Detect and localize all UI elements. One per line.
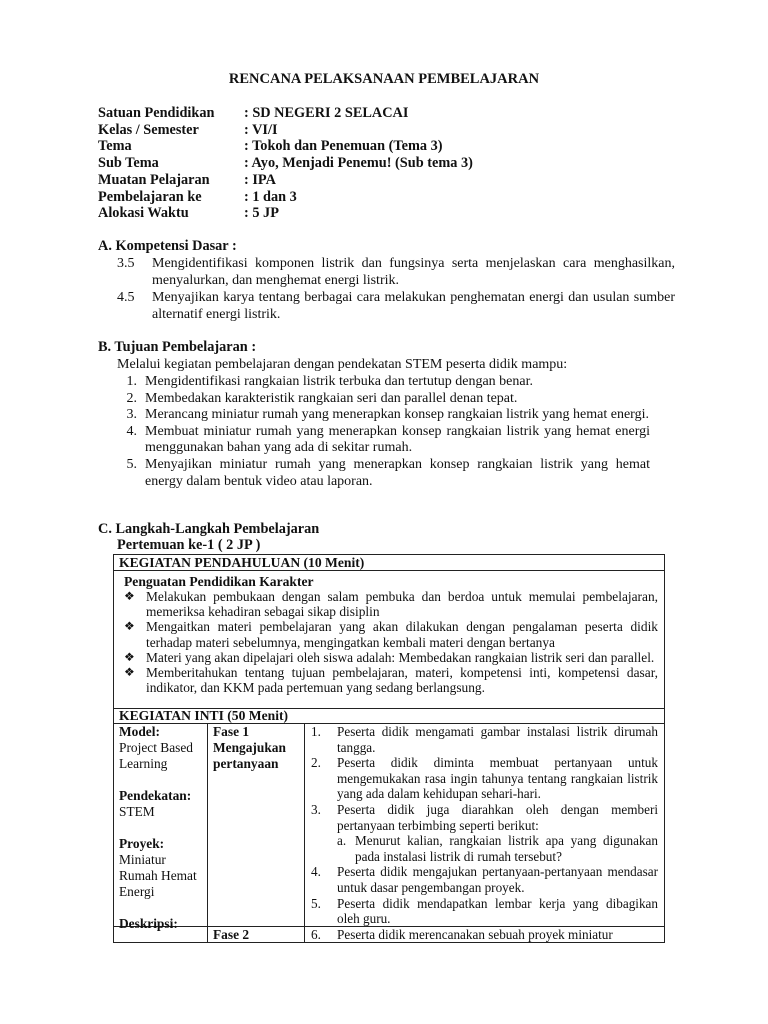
item-text: Peserta didik mendapatkan lembar kerja yang dibagikan oleh guru. [337, 895, 658, 927]
identity-value: : Ayo, Menjadi Penemu! (Sub tema 3) [244, 155, 473, 172]
list-item [311, 833, 658, 864]
item-number: 4. [311, 864, 321, 880]
identity-row [98, 205, 473, 222]
phase-column [208, 724, 305, 926]
phase-2-row [114, 926, 664, 943]
section-a-heading: A. Kompetensi Dasar : [98, 238, 237, 254]
diamond-bullet-icon: ❖ [124, 589, 135, 603]
core-activity-table [113, 708, 665, 943]
core-activity-row [114, 724, 664, 931]
item-number: 4.5 [117, 290, 135, 306]
item-number: 2. [126, 390, 137, 406]
item-text: Mengidentifikasi rangkaian listrik terbuka dan tertutup dengan benar. [145, 374, 533, 389]
list-item [117, 290, 675, 323]
identity-label: Alokasi Waktu [98, 205, 189, 222]
item-text: Mengidentifikasi komponen listrik dan fungsinya serta menjelaskan cara menghasilkan, menyalurkan, dan menghemat energi listrik. [152, 256, 675, 288]
item-number: 1. [126, 374, 137, 389]
project-value: Miniatur Rumah Hemat Energi [119, 852, 197, 899]
item-text: Peserta didik merencanakan sebuah proyek miniatur [337, 927, 613, 942]
identity-row [98, 155, 473, 172]
model-value: Project Based Learning [119, 740, 194, 771]
item-text: Peserta didik mengamati gambar instalasi listrik dirumah tangga. [337, 724, 658, 755]
diamond-bullet-icon: ❖ [124, 649, 135, 664]
identity-value: : IPA [244, 171, 276, 188]
identity-label: Sub Tema [98, 155, 159, 172]
list-item [311, 802, 658, 833]
identity-row [98, 138, 473, 155]
intro-activity-title: KEGIATAN PENDAHULUAN (10 Menit) [114, 555, 664, 571]
meeting-label: Pertemuan ke-1 ( 2 JP ) [117, 537, 261, 553]
list-item [114, 665, 664, 695]
list-item [311, 896, 658, 927]
item-text: Menyajikan karya tentang berbagai cara melakukan penghematan energi dan usulan sumber alternatif energi listrik. [152, 290, 675, 322]
identity-label: Muatan Pelajaran [98, 171, 210, 188]
item-number: 2. [311, 755, 321, 771]
list-item [117, 457, 650, 490]
identity-value: : Tokoh dan Penemuan (Tema 3) [244, 138, 443, 155]
item-number: a. [337, 833, 347, 849]
list-item [117, 256, 675, 289]
identity-label: Tema [98, 138, 132, 155]
list-item [114, 589, 664, 619]
list-item [114, 650, 664, 665]
identity-row [98, 122, 473, 139]
phase-label: Fase 1 [213, 724, 250, 739]
item-number: 4. [126, 423, 137, 439]
item-text: Memberitahukan tentang tujuan pembelajaran, materi, kompetensi inti, kompetensi dasar, indikator, dan KKM pada pertemuan yang sedang berlangsung. [146, 665, 658, 696]
competency-list [117, 256, 675, 324]
identity-row [98, 172, 473, 189]
item-text: Merancang miniatur rumah yang menerapkan konsep rangkaian listrik yang hemat energi. [145, 407, 649, 423]
list-item [117, 407, 650, 424]
item-text: Peserta didik diminta membuat pertanyaan untuk mengemukakan rasa ingin tahunya tentang rangkaian listrik yang ada dalam kehidupan sehari-hari. [337, 755, 658, 802]
objectives-list [117, 374, 650, 490]
identity-value: : SD NEGERI 2 SELACAI [244, 105, 409, 121]
item-number: 5. [311, 895, 321, 911]
list-item [117, 424, 650, 457]
objectives-intro: Melalui kegiatan pembelajaran dengan pendekatan STEM peserta didik mampu: [117, 357, 568, 372]
description-label: Deskripsi: [119, 916, 178, 931]
item-number: 3. [311, 801, 321, 817]
item-text: Membedakan karakteristik rangkaian seri dan parallel denan tepat. [145, 390, 518, 406]
approach-label: Pendekatan: [119, 788, 192, 803]
steps-column [305, 927, 664, 943]
identity-value: : 1 dan 3 [244, 188, 297, 205]
identity-row [98, 105, 473, 122]
intro-activity-box [113, 554, 665, 709]
identity-table [98, 105, 473, 222]
item-number: 6. [311, 927, 321, 942]
list-item [311, 755, 658, 802]
method-column [114, 724, 208, 931]
list-item [117, 391, 650, 408]
item-text: Menurut kalian, rangkaian listrik apa yang digunakan pada instalasi listrik di rumah tersebut? [355, 833, 658, 864]
page-title: RENCANA PELAKSANAAN PEMBELAJARAN [228, 71, 540, 87]
identity-label: Kelas / Semester [98, 121, 199, 138]
identity-label: Pembelajaran ke [98, 188, 202, 205]
list-item [311, 864, 658, 895]
item-number: 3.5 [117, 256, 135, 271]
diamond-bullet-icon: ❖ [124, 665, 135, 680]
section-c-heading: C. Langkah-Langkah Pembelajaran [98, 521, 320, 537]
project-label: Proyek: [119, 836, 165, 851]
list-item [311, 927, 658, 943]
item-text: Mengaitkan materi pembelajaran yang akan dilakukan dengan pengalaman peserta didik terhadap materi sebelumnya, mengingatkan kembali materi dengan bertanya [146, 619, 658, 650]
phase-label: Fase 2 [213, 927, 250, 942]
identity-value: : 5 JP [244, 205, 279, 222]
character-education-subtitle: Penguatan Pendidikan Karakter [124, 574, 314, 589]
diamond-bullet-icon: ❖ [124, 619, 135, 634]
identity-label: Satuan Pendidikan [98, 105, 215, 121]
item-text: Membuat miniatur rumah yang menerapkan konsep rangkaian listrik yang hemat energi menggunakan bahan yang ada di sekitar rumah. [145, 423, 650, 456]
core-activity-title: KEGIATAN INTI (50 Menit) [114, 708, 664, 724]
item-number: 3. [126, 407, 137, 423]
section-b-heading: B. Tujuan Pembelajaran : [98, 339, 257, 355]
phase-name: Mengajukan pertanyaan [213, 740, 286, 771]
method-column [114, 927, 208, 943]
steps-column [305, 724, 664, 926]
item-text: Melakukan pembukaan dengan salam pembuka dan berdoa untuk memulai pembelajaran, memeriksa kehadiran sebagai sikap disiplin [146, 589, 658, 620]
list-item [117, 374, 650, 391]
model-label: Model: [119, 724, 160, 739]
item-text: Peserta didik mengajukan pertanyaan-pertanyaan mendasar untuk dasar pengembangan proyek. [337, 864, 658, 895]
phase-column [208, 927, 305, 943]
list-item [311, 724, 658, 755]
identity-row [98, 189, 473, 206]
item-text: Menyajikan miniatur rumah yang menerapkan konsep rangkaian listrik yang hemat energy dalam bentuk video atau laporan. [145, 456, 650, 489]
item-text: Materi yang akan dipelajari oleh siswa adalah: Membedakan rangkaian listrik seri dan parallel. [146, 649, 655, 665]
item-text: Peserta didik juga diarahkan oleh dengan memberi pertanyaan terbimbing seperti berikut: [337, 801, 658, 833]
list-item [114, 619, 664, 649]
item-number: 1. [311, 724, 321, 739]
approach-value: STEM [119, 804, 155, 819]
item-number: 5. [126, 456, 137, 472]
identity-value: : VI/I [244, 121, 278, 138]
